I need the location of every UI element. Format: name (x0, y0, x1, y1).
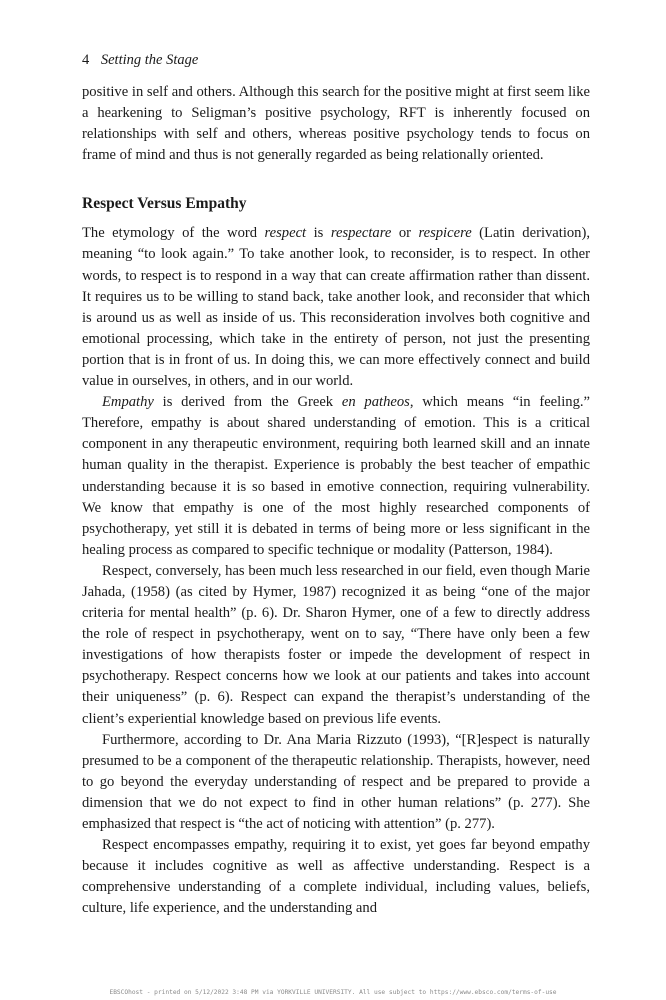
intro-paragraph: positive in self and others. Although this search for the positive might at first seem like a hearkening to Seligman’s positive psychology, RFT is inherently focused on relationships with self and others, whereas positive psychology tends to focus on frame of mind and thus is not generally regarded as being relationally oriented. (82, 84, 590, 164)
paragraph-etymology: The etymology of the word respect is respectare or respicere (Latin derivation), meaning “to look again.” To take another look, to reconsider, is to respect. In other words, to respect is to respond in a way that can create affirmation rather than dissent. It requires us to be willing to stand back, take another look, and reconsider that which is around us as well as inside of us. This reconsideration involves both cognitive and emotional processing, which take in the entirety of person, not just the presenting portion that is in front of us. In doing this, we can more effectively connect and build value in ourselves, in others, and in our world. (82, 225, 590, 390)
page-number: 4 (82, 52, 90, 68)
paragraph-rizzuto: Furthermore, according to Dr. Ana Maria Rizzuto (1993), “[R]espect is naturally presumed to be a component of the therapeutic relationship. Therapists, however, need to go beyond the everyday understanding of respect and be prepared to provide a dimension that we do not expect to find in other human relations” (p. 277). She emphasized that respect is “the act of noticing with attention” (p. 277). (82, 731, 590, 832)
section-heading: Respect Versus Empathy (82, 195, 247, 213)
paragraph-respect-research: Respect, conversely, has been much less researched in our field, even though Marie Jahada, (1958) (as cited by Hymer, 1987) recognized it as being “one of the major criteria for mental health” (p. 6). Dr. Sharon Hymer, one of a few to directly address the role of respect in psychotherapy, went on to say, “There have only been a few investigations of how therapists foster or impede the development of respect in psychotherapy. Respect concerns how we look at our patients and takes into account their uniqueness” (p. 6). Respect can expand the therapist’s understanding of the client’s experiential knowledge based on previous life events. (82, 562, 590, 727)
paragraph-empathy: Empathy is derived from the Greek en patheos, which means “in feeling.” Therefore, empathy is about shared understanding of emotion. This is a critical component in any therapeutic environment, requiring both learned skill and an innate human quality in the therapist. Experience is probably the best teacher of empathic understanding because it is so based in emotive connection, requiring vulnerability. We know that empathy is one of the most highly researched components of psychotherapy, yet still it is debated in terms of being more or less significant in the healing process as compared to specific technique or modality (Patterson, 1984). (82, 394, 590, 558)
page-body (82, 50, 590, 919)
chapter-title: Setting the Stage (100, 52, 199, 68)
paragraph-respect-encompasses: Respect encompasses empathy, requiring it to exist, yet goes far beyond empathy because it includes cognitive as well as affective understanding. Respect is a comprehensive understanding of a complete individual, including values, beliefs, culture, life experience, and the understanding and (82, 837, 590, 917)
ebsco-footer: EBSCOhost - printed on 5/12/2022 3:48 PM via YORKVILLE UNIVERSITY. All use subject to https://www.ebsco.com/terms-of-use (109, 989, 557, 996)
running-head (82, 50, 590, 70)
